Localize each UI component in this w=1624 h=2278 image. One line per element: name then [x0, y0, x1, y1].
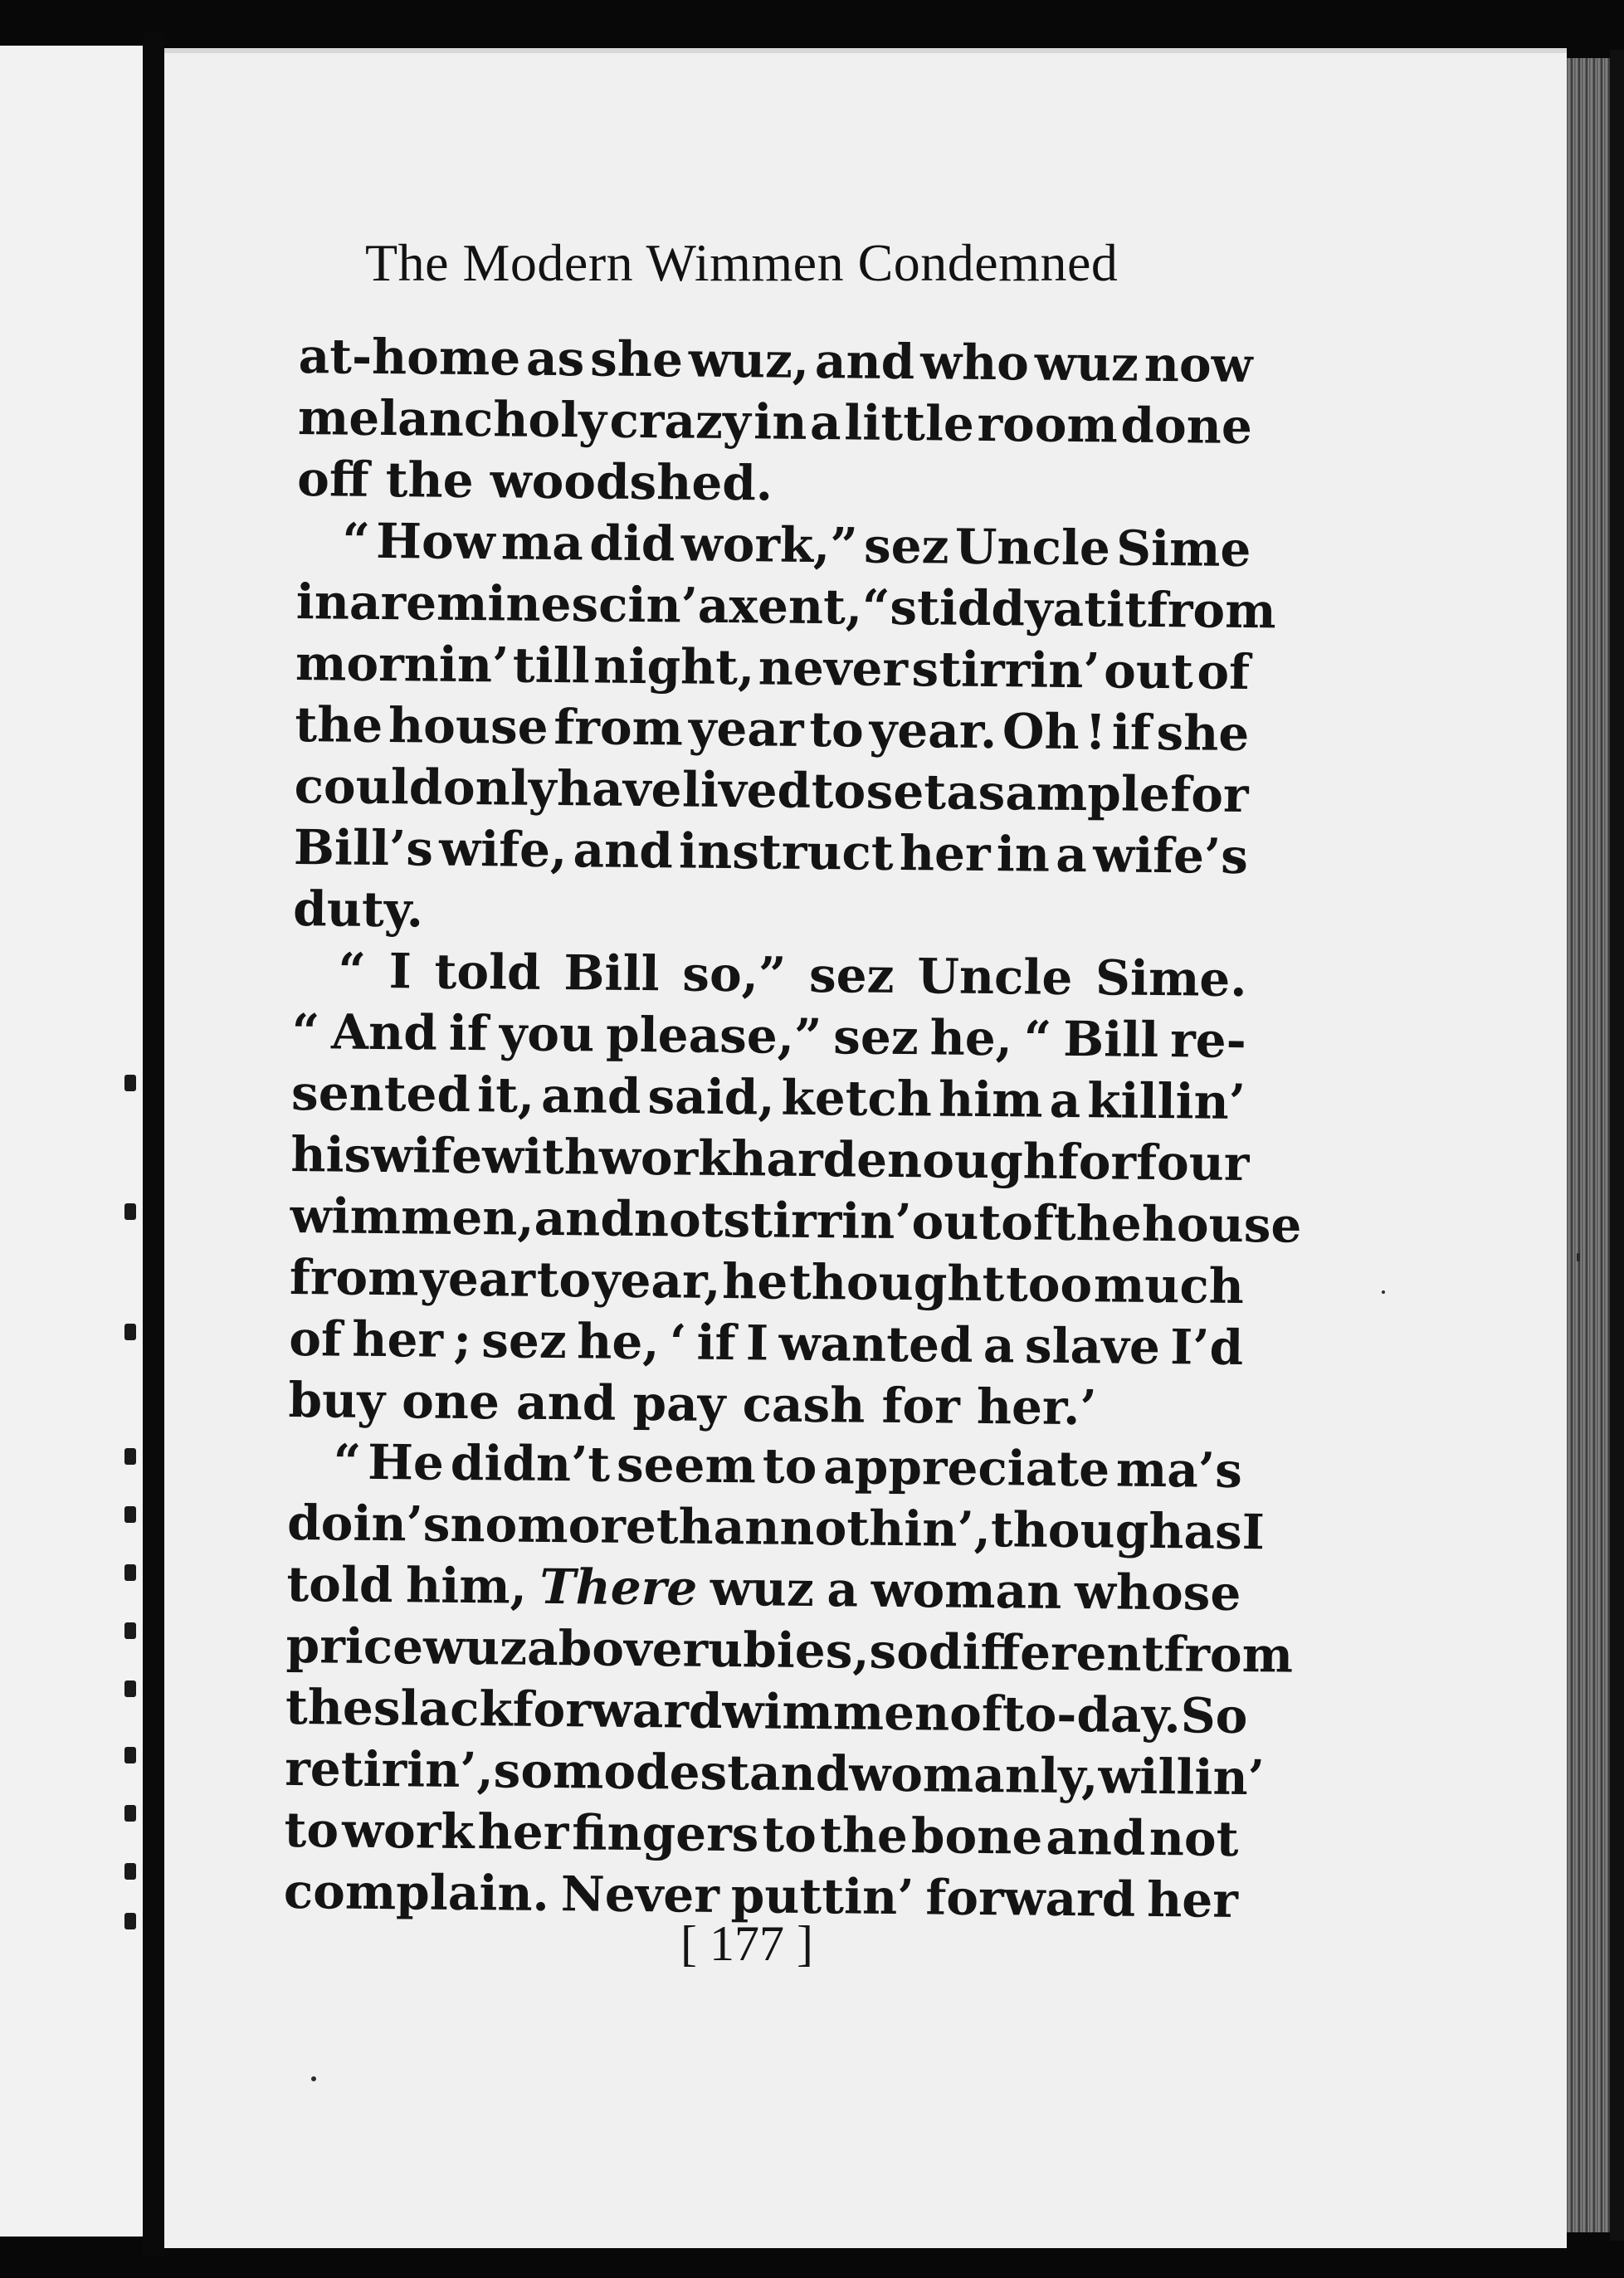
- word: little: [843, 394, 975, 452]
- word: to: [536, 1251, 592, 1309]
- word: for: [1170, 766, 1249, 824]
- word: he,: [576, 1313, 660, 1371]
- word: not: [1149, 1809, 1239, 1867]
- word: seem: [616, 1436, 757, 1495]
- word: wuz: [1034, 334, 1139, 393]
- word: you: [499, 1005, 595, 1063]
- word: four: [1135, 1134, 1250, 1193]
- word: in: [295, 573, 350, 631]
- word: doin’s: [286, 1494, 451, 1553]
- word: enough: [856, 1131, 1059, 1190]
- word: stirrin’: [723, 1191, 912, 1251]
- word: hard: [731, 1130, 857, 1188]
- facing-page-glyph: [124, 1913, 136, 1929]
- word: if: [448, 1004, 489, 1062]
- word: too: [1005, 1256, 1093, 1314]
- text-line: [296, 510, 1251, 580]
- word: slack: [373, 1679, 513, 1738]
- facing-page-glyph: [124, 1680, 136, 1697]
- word: much: [1093, 1256, 1245, 1315]
- word: out: [1103, 642, 1194, 700]
- word: work: [341, 1802, 475, 1861]
- word: lived: [681, 761, 812, 819]
- text-line: [292, 939, 1247, 1010]
- word: of: [288, 1310, 343, 1368]
- text-line: [298, 325, 1253, 396]
- word: different: [928, 1623, 1164, 1683]
- word: to: [762, 1437, 817, 1495]
- word: sez: [832, 1008, 919, 1066]
- word: forward: [512, 1680, 723, 1739]
- word: “: [342, 512, 371, 569]
- word: to: [808, 700, 865, 759]
- word: complain.: [283, 1862, 550, 1922]
- word: slave: [1024, 1317, 1161, 1376]
- word: How: [375, 512, 495, 571]
- word: it,: [476, 1066, 535, 1124]
- ink-speck: [1577, 1253, 1580, 1261]
- word: crazy: [609, 392, 751, 451]
- word: a: [349, 573, 381, 631]
- word: Sime: [1115, 520, 1251, 578]
- word: “: [861, 578, 890, 636]
- word: a: [827, 1561, 859, 1618]
- word: ketch: [781, 1069, 933, 1128]
- word: and: [814, 332, 915, 391]
- word: “: [1023, 1010, 1052, 1067]
- word: I’d: [1169, 1319, 1244, 1376]
- word: of: [1000, 1194, 1055, 1251]
- word: modest: [552, 1743, 750, 1802]
- facing-page-glyph: [124, 1564, 136, 1581]
- facing-page-glyph: [124, 1448, 136, 1465]
- word: to: [762, 1806, 817, 1864]
- word: a: [809, 393, 842, 451]
- word: year,: [592, 1251, 721, 1310]
- word: didn’t: [450, 1434, 611, 1493]
- word: And: [330, 1003, 438, 1061]
- word: womanly,: [849, 1745, 1099, 1805]
- word: year: [419, 1250, 536, 1308]
- text-line: [284, 1738, 1266, 1808]
- word: and: [1046, 1808, 1147, 1866]
- word: night,: [593, 637, 755, 696]
- word: said,: [647, 1068, 775, 1126]
- word: of: [949, 1685, 1003, 1743]
- word: no: [450, 1495, 518, 1554]
- word: a: [983, 1316, 1015, 1374]
- word: he,: [929, 1009, 1013, 1067]
- word: killin’: [1086, 1072, 1246, 1130]
- text-line: [286, 1554, 1241, 1624]
- word: and: [534, 1189, 635, 1247]
- word: ma: [500, 514, 584, 572]
- word: told: [286, 1555, 393, 1614]
- word: him,: [405, 1557, 528, 1615]
- facing-page-fragment: [0, 46, 143, 2237]
- word: “: [333, 1433, 362, 1490]
- word: sample: [978, 763, 1171, 823]
- word: stiddy: [890, 578, 1054, 637]
- word: willin’: [1098, 1748, 1266, 1807]
- word: whose: [1074, 1563, 1241, 1622]
- text-line: [288, 1431, 1243, 1501]
- facing-page-glyph: [124, 1863, 136, 1880]
- word: melancholy: [297, 388, 607, 449]
- word: told: [434, 943, 542, 1001]
- word: a: [1055, 826, 1088, 884]
- page-edge-shadow: [1610, 50, 1624, 2241]
- facing-page-glyph: [124, 1506, 136, 1523]
- ink-speck: [311, 2076, 316, 2081]
- word: wife’s: [1092, 827, 1249, 885]
- word: and: [749, 1744, 850, 1802]
- word: house: [1141, 1195, 1302, 1254]
- word: never: [758, 639, 909, 698]
- word: a: [1049, 1071, 1081, 1129]
- page-number: [ 177 ]: [680, 1916, 813, 1971]
- word: “: [291, 1002, 320, 1061]
- word: did: [588, 515, 675, 573]
- word: now: [1144, 335, 1253, 394]
- word: !: [1085, 704, 1107, 761]
- text-line: [289, 1308, 1244, 1378]
- word: more: [516, 1496, 657, 1555]
- word: could: [294, 757, 443, 816]
- text-line: [290, 1246, 1245, 1317]
- text-line: [291, 1062, 1246, 1133]
- facing-page-glyph: [124, 1747, 136, 1763]
- word: the: [285, 1678, 374, 1736]
- word: from: [289, 1248, 419, 1307]
- word: she: [1156, 704, 1250, 763]
- word: the: [819, 1807, 909, 1865]
- word: rubies,: [682, 1621, 870, 1680]
- word: a: [946, 763, 978, 821]
- word: it: [1105, 581, 1148, 638]
- word: wuz,: [688, 331, 810, 389]
- word: her: [899, 824, 991, 883]
- word: than: [656, 1498, 780, 1556]
- text-line: buy one and pay cash for her.’: [288, 1371, 1097, 1437]
- text-line: [290, 1124, 1250, 1194]
- word: from: [1146, 581, 1276, 640]
- word: “: [338, 942, 367, 999]
- word: work,”: [680, 515, 859, 574]
- text-line: [294, 817, 1249, 887]
- word: the: [1053, 1194, 1143, 1252]
- word: axent,: [697, 577, 863, 636]
- word: re-: [1169, 1012, 1247, 1069]
- word: sented: [290, 1064, 471, 1124]
- word: at: [1052, 580, 1107, 638]
- facing-page-glyph: [124, 1075, 136, 1091]
- word: wimmen: [722, 1682, 950, 1742]
- word: ma’s: [1115, 1441, 1243, 1499]
- text-line: [295, 694, 1250, 764]
- running-head: The Modern Wimmen Condemned: [365, 233, 1119, 292]
- word: who: [919, 334, 1030, 392]
- text-line: [285, 1676, 1248, 1747]
- word: in: [753, 393, 807, 451]
- text-line: [284, 1799, 1239, 1870]
- ink-speck: [1382, 1290, 1385, 1294]
- word: ‘: [669, 1314, 687, 1371]
- word: instruct: [678, 822, 894, 881]
- word: Uncle: [916, 948, 1073, 1006]
- word: and: [540, 1066, 641, 1125]
- word: to: [284, 1801, 339, 1859]
- word: wife,: [438, 820, 568, 879]
- word: he: [721, 1252, 788, 1310]
- word: year: [688, 700, 804, 758]
- word: room: [977, 395, 1119, 454]
- word: done: [1120, 397, 1253, 456]
- word: I: [745, 1315, 769, 1372]
- word: in: [996, 826, 1051, 883]
- text-line: [285, 1615, 1294, 1685]
- word: sez: [863, 517, 949, 575]
- word: thought: [788, 1253, 1005, 1313]
- word: so: [493, 1742, 554, 1800]
- word: reminescin’: [380, 573, 699, 634]
- text-line: [295, 571, 1276, 641]
- text-line: off the woodshed.: [296, 450, 773, 512]
- text-line: duty.: [292, 880, 424, 939]
- word: though: [990, 1501, 1184, 1560]
- word: wimmen,: [290, 1187, 534, 1246]
- word: with: [481, 1128, 600, 1186]
- body-text: [283, 325, 1302, 1931]
- book-gutter: [143, 33, 164, 2257]
- word: fingers: [572, 1804, 759, 1863]
- word: of: [1197, 643, 1251, 701]
- word: retirin’,: [284, 1739, 495, 1799]
- word: price: [285, 1617, 424, 1676]
- word: him: [938, 1071, 1043, 1129]
- word: to: [811, 762, 866, 820]
- page-edges: [1567, 58, 1610, 2232]
- facing-page-glyph: [124, 1805, 136, 1822]
- word: I: [1241, 1503, 1266, 1561]
- word: at-home: [298, 327, 521, 387]
- word: appreciate: [822, 1438, 1110, 1498]
- word: only: [442, 759, 557, 817]
- word: sez: [808, 946, 895, 1004]
- word: if: [1111, 704, 1152, 761]
- word: Oh: [1002, 703, 1080, 761]
- word: mornin’: [295, 634, 510, 694]
- word: Bill: [563, 944, 660, 1002]
- facing-page-glyph: [124, 1203, 136, 1220]
- word: her: [1146, 1871, 1239, 1929]
- word: So: [1180, 1687, 1248, 1745]
- word: There: [539, 1558, 698, 1617]
- word: bone: [910, 1807, 1043, 1866]
- word: set: [866, 763, 947, 821]
- facing-page-glyph: [124, 1622, 136, 1639]
- text-line: [294, 755, 1249, 826]
- word: not: [633, 1190, 724, 1248]
- word: forward: [925, 1869, 1136, 1928]
- word: so: [869, 1622, 929, 1680]
- text-line: [290, 1185, 1302, 1256]
- text-line: [291, 1001, 1246, 1071]
- text-line: [298, 387, 1253, 457]
- word: house: [388, 697, 549, 755]
- word: wuz: [422, 1618, 528, 1676]
- facing-page-glyph: [124, 1324, 136, 1340]
- word: above: [526, 1619, 683, 1678]
- word: her: [352, 1310, 444, 1368]
- word: Never: [560, 1866, 720, 1924]
- word: to-day.: [1002, 1685, 1182, 1744]
- word: Uncle: [954, 518, 1111, 577]
- word: and: [573, 822, 674, 880]
- word: wanted: [778, 1315, 973, 1373]
- text-line: [286, 1492, 1266, 1563]
- word: for: [1057, 1133, 1137, 1191]
- word: stirrin’: [911, 641, 1100, 700]
- word: his: [290, 1125, 372, 1183]
- word: nothin’,: [779, 1499, 992, 1559]
- word: as: [1183, 1503, 1242, 1560]
- word: from: [1163, 1626, 1294, 1684]
- word: so,”: [682, 945, 787, 1003]
- word: Sime.: [1095, 949, 1247, 1008]
- word: woman: [871, 1561, 1062, 1620]
- word: He: [367, 1433, 445, 1491]
- word: as: [525, 329, 585, 388]
- word: she: [589, 330, 684, 388]
- word: wife: [370, 1126, 483, 1185]
- word: till: [512, 637, 591, 695]
- word: the: [295, 695, 383, 754]
- word: puttin’: [730, 1867, 914, 1926]
- word: her: [477, 1803, 569, 1861]
- word: please,”: [605, 1006, 822, 1066]
- word: Bill: [1062, 1010, 1159, 1068]
- word: from: [554, 698, 684, 757]
- word: I: [388, 943, 412, 1000]
- word: ;: [453, 1311, 472, 1369]
- word: work: [598, 1129, 732, 1188]
- word: year.: [869, 701, 997, 760]
- word: wuz: [710, 1559, 815, 1618]
- text-line: [295, 632, 1251, 703]
- word: out: [911, 1193, 1002, 1251]
- word: Bill’s: [293, 818, 434, 877]
- word: have: [556, 760, 682, 818]
- word: if: [696, 1314, 736, 1372]
- word: sez: [480, 1312, 568, 1370]
